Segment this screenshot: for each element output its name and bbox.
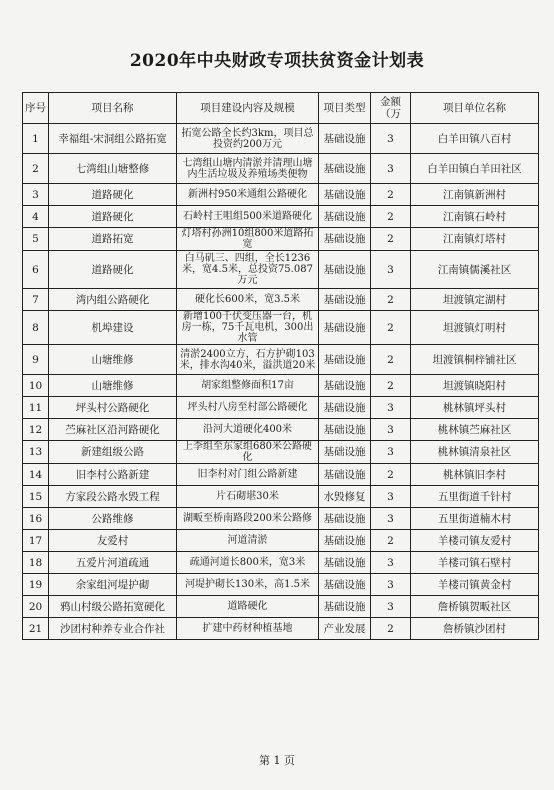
cell-content: 旧李村对门组公路新建	[177, 464, 319, 486]
cell-amount: 2	[371, 530, 411, 552]
cell-amount: 2	[371, 618, 411, 640]
cell-content: 新增100千伏变压器一台，机房一栋，75千瓦电机，300出水管	[177, 311, 319, 345]
cell-type: 基础设施	[319, 375, 371, 397]
cell-project-name: 道路硬化	[49, 206, 177, 228]
cell-seq: 19	[23, 574, 49, 596]
table-row	[23, 375, 539, 397]
cell-content: 清淤2400立方，石方护砌103米，排水沟40米，溢洪道20米	[177, 345, 319, 375]
cell-amount: 3	[371, 441, 411, 464]
cell-unit: 桃林镇苎麻社区	[411, 419, 539, 441]
cell-amount: 3	[371, 419, 411, 441]
table-row	[23, 574, 539, 596]
cell-content: 片石砌堪30米	[177, 486, 319, 508]
cell-unit: 五里街道楠木村	[411, 508, 539, 530]
cell-unit: 詹桥镇沙团村	[411, 618, 539, 640]
table-row	[23, 464, 539, 486]
cell-content: 硬化长600米，宽3.5米	[177, 289, 319, 311]
cell-project-name: 七湾组山塘整修	[49, 154, 177, 184]
cell-amount: 2	[371, 289, 411, 311]
cell-project-name: 方家段公路水毁工程	[49, 486, 177, 508]
table-row	[23, 184, 539, 206]
cell-unit: 坦渡镇灯明村	[411, 311, 539, 345]
cell-unit: 桃林镇旧李村	[411, 464, 539, 486]
cell-content: 石岭村王咀组500米道路硬化	[177, 206, 319, 228]
cell-seq: 14	[23, 464, 49, 486]
cell-seq: 17	[23, 530, 49, 552]
cell-content: 灯塔村孙洲10组800米道路拓宽	[177, 228, 319, 251]
cell-unit: 羊楼司镇友爱村	[411, 530, 539, 552]
cell-project-name: 公路维修	[49, 508, 177, 530]
header-project-name: 项目名称	[49, 93, 177, 124]
cell-project-name: 坪头村公路硬化	[49, 397, 177, 419]
cell-seq: 9	[23, 345, 49, 375]
cell-seq: 16	[23, 508, 49, 530]
cell-unit: 羊楼司镇石壁村	[411, 552, 539, 574]
table-row	[23, 618, 539, 640]
header-content: 项目建设内容及规模	[177, 93, 319, 124]
cell-seq: 1	[23, 124, 49, 154]
table-row	[23, 206, 539, 228]
cell-project-name: 五爱片河道疏通	[49, 552, 177, 574]
cell-project-name: 道路拓宽	[49, 228, 177, 251]
table-row	[23, 289, 539, 311]
cell-type: 产业发展	[319, 618, 371, 640]
cell-seq: 15	[23, 486, 49, 508]
cell-type: 基础设施	[319, 289, 371, 311]
cell-seq: 5	[23, 228, 49, 251]
cell-amount: 2	[371, 345, 411, 375]
cell-project-name: 新建组级公路	[49, 441, 177, 464]
table-row	[23, 311, 539, 345]
cell-type: 基础设施	[319, 574, 371, 596]
cell-amount: 3	[371, 508, 411, 530]
cell-seq: 20	[23, 596, 49, 618]
cell-unit: 五里街道千针村	[411, 486, 539, 508]
cell-unit: 詹桥镇贺畈社区	[411, 596, 539, 618]
cell-content: 疏通河道长800米，宽3米	[177, 552, 319, 574]
cell-content: 上李组至东家组680米公路硬化	[177, 441, 319, 464]
cell-type: 基础设施	[319, 464, 371, 486]
cell-unit: 坦渡镇晓阳村	[411, 375, 539, 397]
cell-amount: 3	[371, 596, 411, 618]
cell-type: 基础设施	[319, 228, 371, 251]
cell-content: 拓宽公路全长约3km，项目总投资约200万元	[177, 124, 319, 154]
cell-type: 基础设施	[319, 419, 371, 441]
cell-seq: 18	[23, 552, 49, 574]
header-unit: 项目单位名称	[411, 93, 539, 124]
cell-amount: 2	[371, 375, 411, 397]
funding-plan-table	[22, 92, 539, 640]
cell-project-name: 机埠建设	[49, 311, 177, 345]
cell-type: 基础设施	[319, 154, 371, 184]
cell-amount: 3	[371, 552, 411, 574]
cell-seq: 11	[23, 397, 49, 419]
cell-seq: 8	[23, 311, 49, 345]
cell-amount: 3	[371, 486, 411, 508]
cell-project-name: 幸福组-宋洞组公路拓宽	[49, 124, 177, 154]
cell-unit: 白羊田镇白羊田社区	[411, 154, 539, 184]
cell-amount: 3	[371, 251, 411, 289]
cell-unit: 桃林镇坪头村	[411, 397, 539, 419]
cell-type: 基础设施	[319, 206, 371, 228]
cell-type: 基础设施	[319, 596, 371, 618]
header-amount: 金额（万	[371, 93, 411, 124]
cell-content: 白马矶三、四组，全长1236米，宽4.5米，总投资75.087万元	[177, 251, 319, 289]
cell-content: 道路硬化	[177, 596, 319, 618]
cell-amount: 3	[371, 397, 411, 419]
cell-seq: 2	[23, 154, 49, 184]
cell-type: 基础设施	[319, 311, 371, 345]
header-type: 项目类型	[319, 93, 371, 124]
table-row	[23, 552, 539, 574]
table-row	[23, 530, 539, 552]
cell-project-name: 沙团村种养专业合作社	[49, 618, 177, 640]
cell-amount: 2	[371, 184, 411, 206]
header-seq: 序号	[23, 93, 49, 124]
cell-unit: 江南镇石岭村	[411, 206, 539, 228]
table-row	[23, 596, 539, 618]
table-row	[23, 441, 539, 464]
cell-type: 基础设施	[319, 251, 371, 289]
cell-seq: 21	[23, 618, 49, 640]
cell-unit: 坦渡镇定湖村	[411, 289, 539, 311]
table-row	[23, 154, 539, 184]
cell-content: 七湾组山塘内清淤并清理山塘内生活垃圾及养殖场类便物	[177, 154, 319, 184]
cell-type: 基础设施	[319, 508, 371, 530]
cell-type: 水毁修复	[319, 486, 371, 508]
cell-unit: 坦渡镇桐梓铺社区	[411, 345, 539, 375]
cell-type: 基础设施	[319, 530, 371, 552]
document-title: 2020年中央财政专项扶贫资金计划表	[129, 51, 425, 71]
cell-amount: 2	[371, 206, 411, 228]
cell-project-name: 余家组河堤护砌	[49, 574, 177, 596]
cell-content: 新洲村950米通组公路硬化	[177, 184, 319, 206]
cell-project-name: 山塘维修	[49, 375, 177, 397]
table-row	[23, 124, 539, 154]
cell-project-name: 鸦山村级公路拓宽硬化	[49, 596, 177, 618]
cell-type: 基础设施	[319, 184, 371, 206]
cell-type: 基础设施	[319, 441, 371, 464]
cell-seq: 10	[23, 375, 49, 397]
cell-content: 河堤护砌长130米，高1.5米	[177, 574, 319, 596]
cell-type: 基础设施	[319, 345, 371, 375]
table-row	[23, 508, 539, 530]
cell-amount: 2	[371, 311, 411, 345]
cell-content: 坪头村八房至村部公路硬化	[177, 397, 319, 419]
cell-amount: 2	[371, 228, 411, 251]
cell-project-name: 友爱村	[49, 530, 177, 552]
cell-unit: 羊楼司镇黄金村	[411, 574, 539, 596]
cell-unit: 江南镇灯塔村	[411, 228, 539, 251]
table-row	[23, 251, 539, 289]
cell-content: 湖畈至桥南路段200米公路修	[177, 508, 319, 530]
table-header-row	[23, 93, 539, 124]
cell-unit: 江南镇儒溪社区	[411, 251, 539, 289]
cell-unit: 桃林镇清泉社区	[411, 441, 539, 464]
table-row	[23, 345, 539, 375]
cell-project-name: 道路硬化	[49, 251, 177, 289]
cell-type: 基础设施	[319, 397, 371, 419]
cell-seq: 12	[23, 419, 49, 441]
table-row	[23, 228, 539, 251]
cell-seq: 6	[23, 251, 49, 289]
cell-amount: 2	[371, 464, 411, 486]
cell-project-name: 旧李村公路新建	[49, 464, 177, 486]
table-row	[23, 419, 539, 441]
table-row	[23, 397, 539, 419]
cell-project-name: 苎麻社区沿河路硬化	[49, 419, 177, 441]
cell-unit: 白羊田镇八百村	[411, 124, 539, 154]
table-row	[23, 486, 539, 508]
cell-seq: 13	[23, 441, 49, 464]
cell-seq: 3	[23, 184, 49, 206]
cell-unit: 江南镇新洲村	[411, 184, 539, 206]
cell-seq: 7	[23, 289, 49, 311]
cell-project-name: 山塘维修	[49, 345, 177, 375]
cell-type: 基础设施	[319, 552, 371, 574]
cell-content: 扩建中药材种植基地	[177, 618, 319, 640]
cell-type: 基础设施	[319, 124, 371, 154]
cell-content: 沿河大道硬化400米	[177, 419, 319, 441]
cell-content: 胡家组整修面积17亩	[177, 375, 319, 397]
cell-project-name: 湾内组公路硬化	[49, 289, 177, 311]
cell-seq: 4	[23, 206, 49, 228]
cell-content: 河道清淤	[177, 530, 319, 552]
cell-amount: 3	[371, 574, 411, 596]
cell-amount: 3	[371, 124, 411, 154]
cell-project-name: 道路硬化	[49, 184, 177, 206]
cell-amount: 3	[371, 154, 411, 184]
page-number: 第 1 页	[259, 754, 295, 767]
